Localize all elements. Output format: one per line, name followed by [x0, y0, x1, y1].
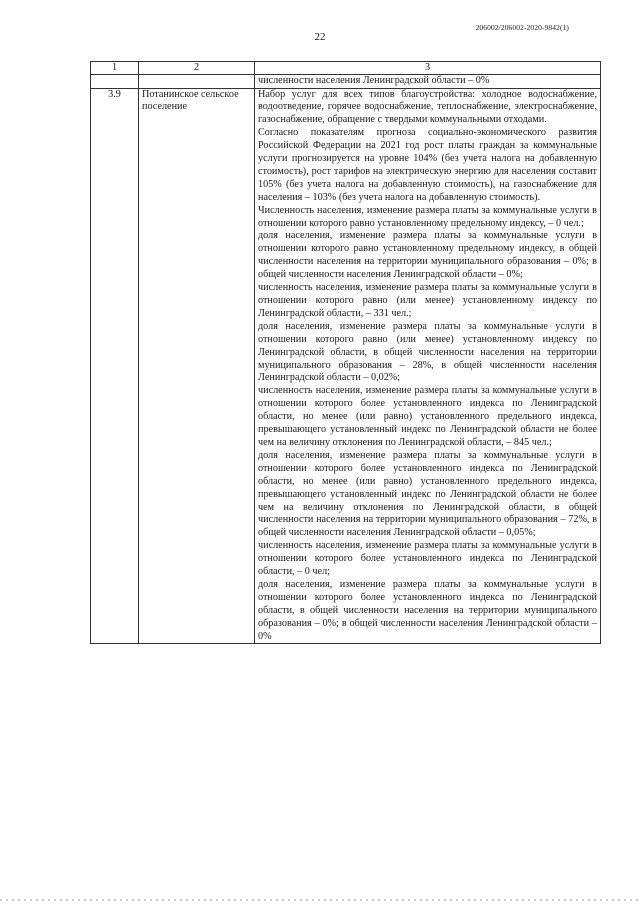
paragraph: доля населения, изменение размера платы за коммунальные услуги в отношении которого равно установленному предельному индексу, в общей численности населения на территории муниципального образования – 0%; в общей численности населения Ленинградской области – 0%;: [258, 230, 597, 281]
table-header-row: [91, 62, 601, 75]
continuation-row: [91, 75, 601, 89]
paragraph: доля населения, изменение размера платы за коммунальные услуги в отношении которого более установленного индекса по Ленинградской области, но менее (или равно) установленного предельного индекса, превышающего установленный индекс по Ленинградской области не более чем на величину отклонения по Ленинградской области, в общей численности населения на территории муниципального образования – 72%, в общей численности населения Ленинградской области – 0,05%;: [258, 449, 597, 539]
column-header-2: 2: [139, 62, 255, 75]
document-code: 206002/206002-2020-9842(1): [475, 23, 569, 32]
continuation-text: численности населения Ленинградской области – 0%: [255, 75, 601, 89]
paragraph: численность населения, изменение размера платы за коммунальные услуги в отношении которого более установленного индекса по Ленинградской области, – 0 чел;: [258, 540, 597, 578]
table-row: [91, 88, 601, 644]
paragraph: доля населения, изменение размера платы за коммунальные услуги в отношении которого более установленного индекса по Ленинградской области, в общей численности населения на территории муниципального образования – 0%; в общей численности населения Ленинградской области – 0%: [258, 578, 597, 642]
paragraph: доля населения, изменение размера платы за коммунальные услуги в отношении которого равно (или менее) установленному индексу по Ленинградской области, в общей численности населения на территории муниципального образования – 28%, в общей численности населения Ленинградской области – 0,02%;: [258, 320, 597, 384]
paragraph: Согласно показателям прогноза социально-экономического развития Российской Федерации на 2021 год рост платы граждан за коммунальные услуги прогнозируется на уровне 104% (без учета налога на добавленную стоимость), рост тарифов на электрическую энергию для населения составит 105% (без учета налога на добавленную стоимость), на газоснабжение для населения – 103% (без учета налога на добавленную стоимость).: [258, 127, 597, 203]
row-number: 3.9: [91, 88, 139, 644]
settlement-name: Потанинское сельское поселение: [139, 88, 255, 644]
paragraph: численность населения, изменение размера платы за коммунальные услуги в отношении которого равно (или менее) установленному индексу по Ленинградской области, – 331 чел.;: [258, 282, 597, 319]
paragraph: Набор услуг для всех типов благоустройства: холодное водоснабжение, водоотведение, горячее водоснабжение, теплоснабжение, электроснабжение, газоснабжение, обращение с твердыми коммунальными отходами.: [258, 88, 597, 126]
paragraph: Численность населения, изменение размера платы за коммунальные услуги в отношении которого равно установленному предельному индексу, – 0 чел.;: [258, 204, 597, 229]
page-number: 22: [314, 31, 326, 43]
row-description: [255, 88, 601, 644]
document-table: [90, 61, 601, 644]
column-header-3: 3: [255, 62, 601, 75]
column-header-1: 1: [91, 62, 139, 75]
scan-artifact-line: [0, 899, 640, 901]
paragraph: численность населения, изменение размера платы за коммунальные услуги в отношении которого более установленного индекса по Ленинградской области, но менее (или равно) установленного предельного индекса, превышающего установленный индекс по Ленинградской области не более чем на величину отклонения по Ленинградской области, – 845 чел.;: [258, 385, 597, 448]
